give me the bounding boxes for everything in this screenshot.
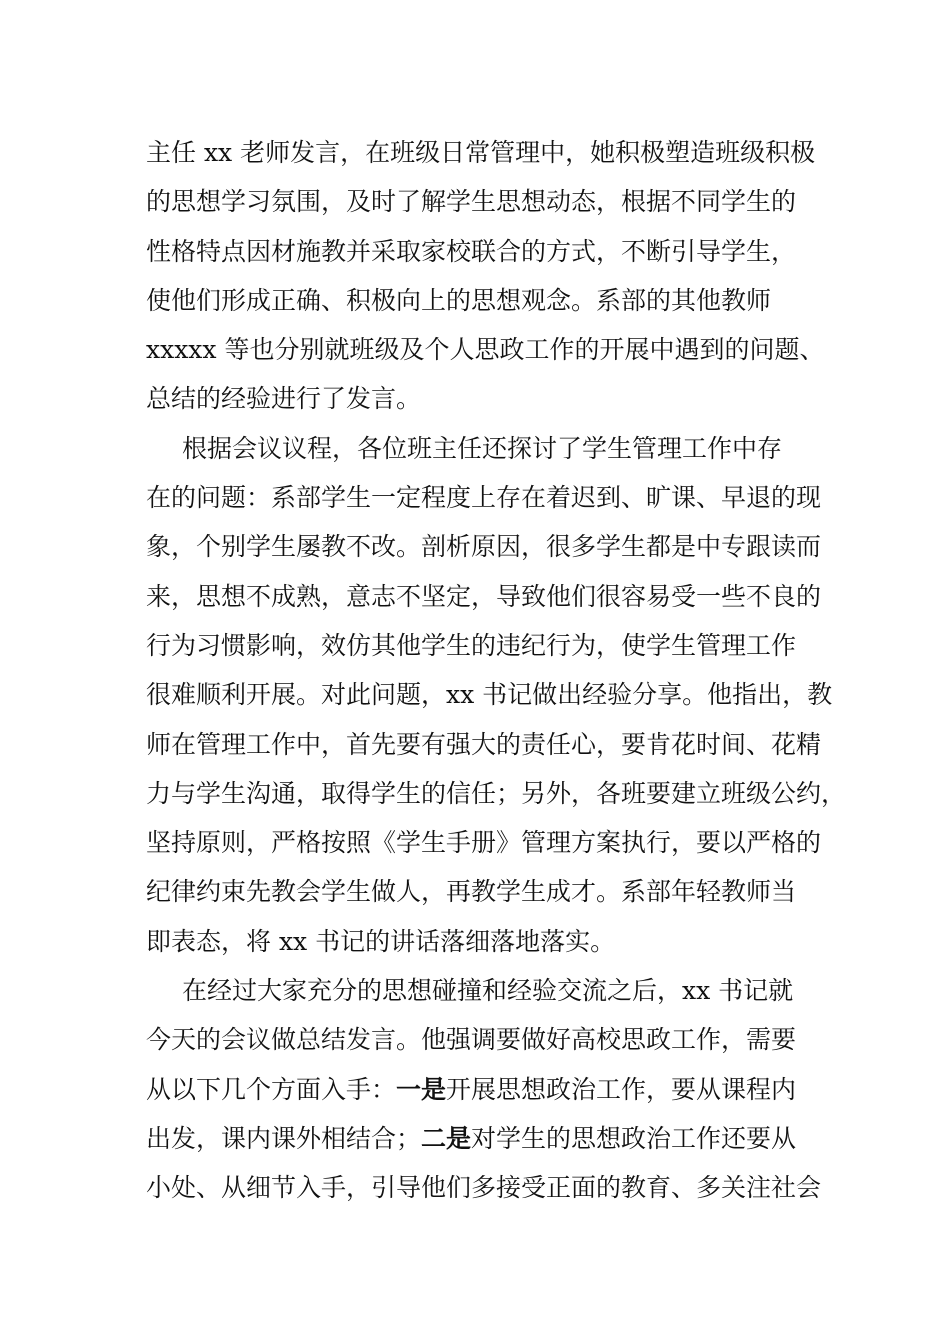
text-line: 总结的经验进行了发言。 — [146, 384, 422, 414]
text-line — [146, 1114, 826, 1163]
text-line: 的思想学习氛围，及时了解学生思想动态，根据不同学生的 — [146, 187, 797, 217]
text-line: 行为习惯影响，效仿其他学生的违纪行为，使学生管理工作 — [146, 630, 797, 660]
text-line: 很难顺利开展。对此问题，xx 书记做出经验分享。他指出，教 — [146, 680, 833, 710]
text-line: 小处、从细节入手，引导他们多接受正面的教育、多关注社会 — [146, 1173, 822, 1203]
text-line: 来，思想不成熟，意志不坚定，导致他们很容易受一些不良的 — [146, 581, 822, 611]
text-line: 使他们形成正确、积极向上的思想观念。系部的其他教师 — [146, 285, 772, 315]
text-line: 力与学生沟通，取得学生的信任；另外，各班要建立班级公约， — [146, 778, 847, 808]
text-line — [146, 1065, 826, 1114]
bold-marker: 一是 — [396, 1074, 447, 1104]
text-line: 性格特点因材施教并采取家校联合的方式，不断引导学生， — [146, 236, 797, 266]
text-segment: 开展思想政治工作，要从课程内 — [446, 1074, 797, 1104]
text-segment: 从以下几个方面入手： — [146, 1074, 397, 1104]
paragraph-start-line: 根据会议议程，各位班主任还探讨了学生管理工作中存 — [182, 433, 783, 463]
text-line: 今天的会议做总结发言。他强调要做好高校思政工作，需要 — [146, 1025, 797, 1055]
text-line: 在的问题：系部学生一定程度上存在着迟到、旷课、早退的现 — [146, 483, 822, 513]
text-line: 象，个别学生屡教不改。剖析原因，很多学生都是中专跟读而 — [146, 532, 822, 562]
text-line: 主任 xx 老师发言，在班级日常管理中，她积极塑造班级积极 — [146, 138, 816, 167]
body-text — [146, 128, 847, 1213]
text-segment: 出发，课内课外相结合； — [146, 1123, 422, 1153]
text-line: 纪律约束先教会学生做人，再教学生成才。系部年轻教师当 — [146, 877, 797, 907]
text-segment: 对学生的思想政治工作还要从 — [471, 1123, 797, 1153]
text-line: 坚持原则，严格按照《学生手册》管理方案执行，要以严格的 — [146, 828, 822, 858]
paragraph-start-line: 在经过大家充分的思想碰撞和经验交流之后，xx 书记就 — [182, 976, 794, 1006]
text-line: 师在管理工作中，首先要有强大的责任心，要肯花时间、花精 — [146, 729, 822, 759]
bold-marker: 二是 — [421, 1123, 472, 1153]
text-line: xxxxx 等也分别就班级及个人思政工作的开展中遇到的问题、 — [146, 335, 825, 365]
text-line: 即表态，将 xx 书记的讲话落细落地落实。 — [146, 926, 616, 956]
